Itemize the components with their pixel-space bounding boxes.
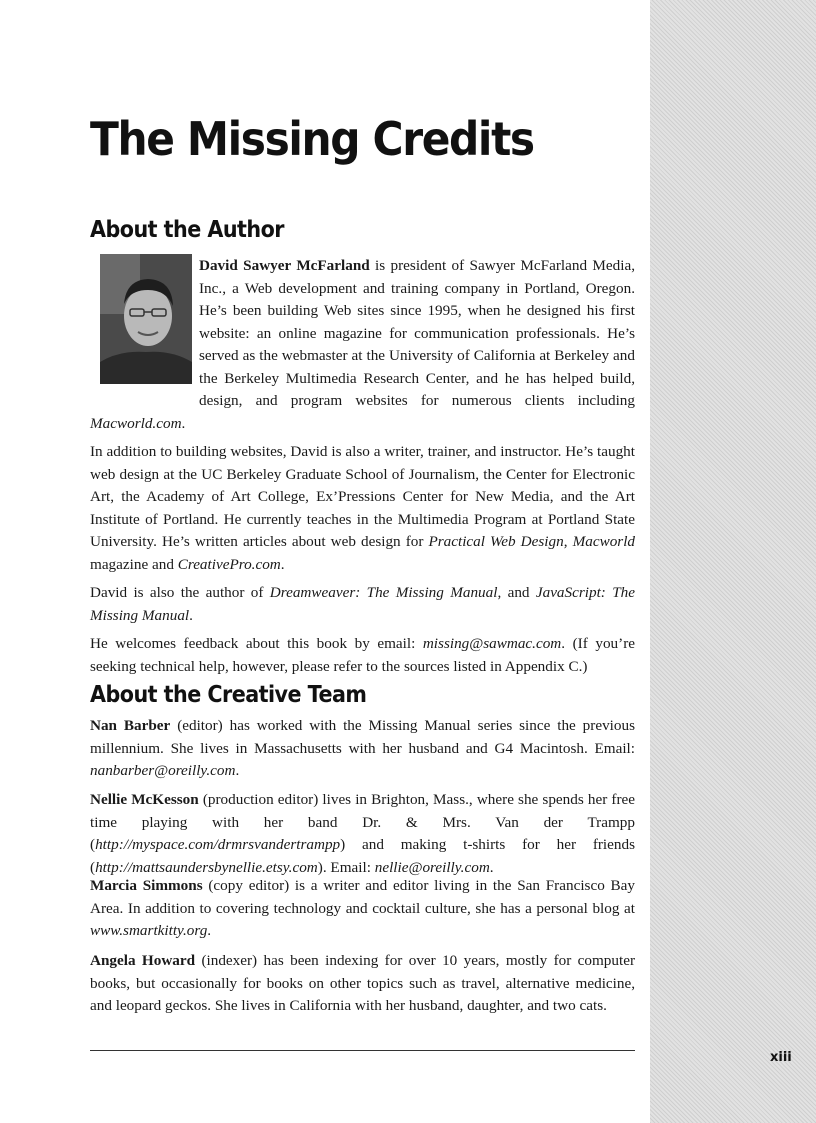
author-paragraph-2: In addition to building websites, David is also a writer, trainer, and instructor. He’s taught web design at the UC Berkeley Graduate School of Journalism, the Center for Electronic Art, the Academy of Art College, Ex’Pressions Center for New Media, and the Art Institute of Portland. He currently teaches in the Multimedia Program at Portland State University. He’s written articles about web design for Practical Web Design, Macworld magazine and CreativePro.com. <box>90 443 636 573</box>
margin-strip <box>650 0 816 1123</box>
footer-rule <box>90 1050 635 1051</box>
author-name: David Sawyer McFarland <box>199 257 370 274</box>
author-paragraph-4: He welcomes feedback about this book by email: missing@sawmac.com. (If you’re seeking technical help, however, please refer to the sources listed in Appendix C.) <box>90 635 635 675</box>
team-member-angela-howard: Angela Howard (indexer) has been indexing for over 10 years, mostly for computer books, but occasionally for books on other topics such as travel, alternative medicine, and leopard geckos. She lives in California with her husband, daughter, and two cats. <box>90 952 636 1014</box>
author-email: missing@sawmac.com <box>422 635 562 652</box>
team-member-marcia-simmons: Marcia Simmons (copy editor) is a writer and editor living in the San Francisco Bay Area. In addition to covering technology and cocktail culture, she has a personal blog at www.smartkitty.org. <box>90 877 635 939</box>
page-number: xiii <box>770 1050 792 1065</box>
section-heading-team: About the Creative Team <box>90 682 367 708</box>
team-member-nan-barber: Nan Barber (editor) has worked with the Missing Manual series since the previous millennium. She lives in Massachusetts with her husband and G4 Macintosh. Email: nanbarber@oreilly.com. <box>90 717 635 779</box>
author-paragraph-1: David Sawyer McFarland is president of Sawyer McFarland Media, Inc., a Web development and training company in Portland, Oregon. He’s been building Web sites since 1995, when he designed his first website: an online magazine for communication professionals. He’s served as the webmaster at the University of California at Berkeley and the Berkeley Multimedia Research Center, and he has helped build, design, and program websites for numerous clients including Macworld.com. <box>90 257 636 432</box>
author-bio <box>90 255 635 678</box>
page-title: The Missing Credits <box>90 112 534 166</box>
section-heading-author: About the Author <box>90 217 284 243</box>
team-member-nellie-mckesson: Nellie McKesson (production editor) lives in Brighton, Mass., where she spends her free time playing with her band Dr. & Mrs. Van der Trampp (http://myspace.com/drmrsvandertrampp) and making t-shirts for her friends (http://mattsaundersbynellie.etsy.com). Email: nellie@oreilly.com. <box>90 791 635 876</box>
author-paragraph-3: David is also the author of Dreamweaver: The Missing Manual, and JavaScript: The Missing Manual. <box>90 584 635 624</box>
